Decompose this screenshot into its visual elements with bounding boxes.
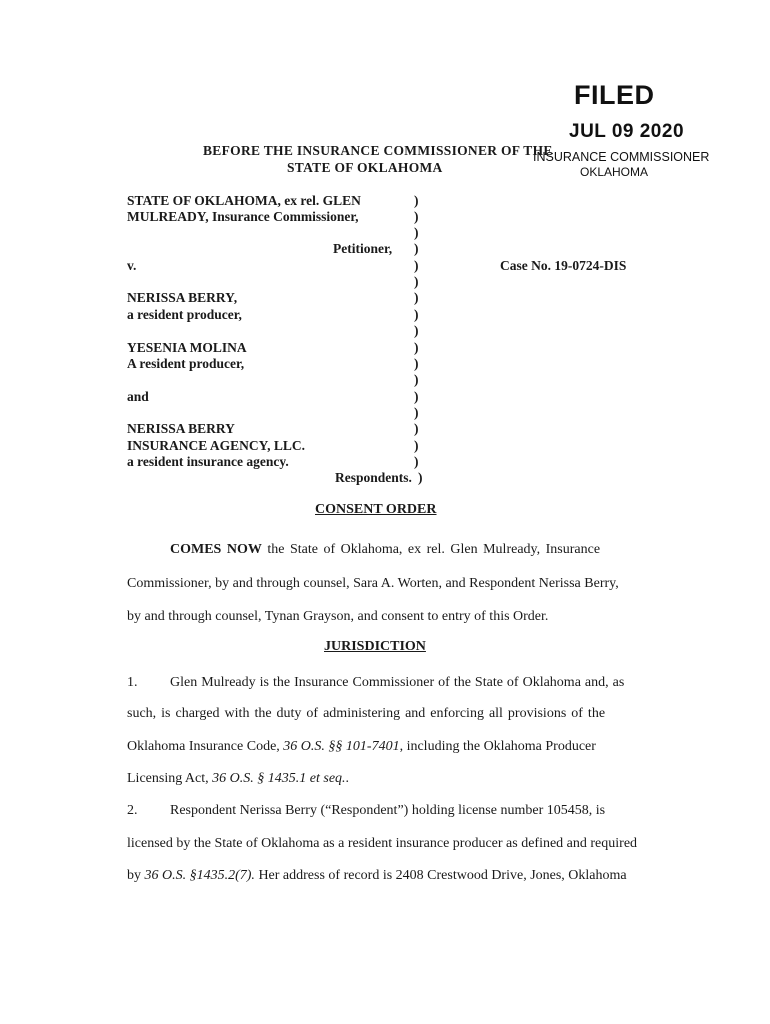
document-title: CONSENT ORDER	[315, 502, 437, 517]
caption-paren: )	[414, 356, 419, 371]
para-1-line-3-a: Oklahoma Insurance Code,	[127, 739, 284, 754]
citation-licensing-act: 36 O.S. § 1435.1 et seq.	[212, 771, 346, 786]
intro-line-3: by and through counsel, Tynan Grayson, and consent to entry of this Order.	[127, 609, 549, 624]
para-1-line-2: such, is charged with the duty of administering and enforcing all provisions of the	[127, 706, 606, 721]
caption-paren: )	[414, 454, 419, 469]
versus: v.	[127, 258, 137, 273]
header-line-2: STATE OF OKLAHOMA	[287, 160, 443, 175]
stamp-state: OKLAHOMA	[580, 165, 649, 179]
plaintiff-line-1: STATE OF OKLAHOMA, ex rel. GLEN	[127, 193, 361, 208]
para-2-line-3	[127, 868, 627, 884]
para-1-line-4-a: Licensing Act,	[127, 771, 213, 786]
caption-paren: )	[414, 372, 419, 387]
caption-paren: )	[414, 340, 419, 355]
petitioner-label: Petitioner,	[333, 241, 393, 256]
stamp-agency: INSURANCE COMMISSIONER	[533, 150, 710, 164]
jurisdiction-heading: JURISDICTION	[324, 639, 426, 654]
citation-insurance-code: 36 O.S. §§ 101-7401	[283, 739, 400, 754]
respondent-2-desc: A resident producer,	[127, 356, 245, 371]
para-1-line-4-b: .	[345, 771, 350, 786]
caption-paren: )	[414, 307, 419, 322]
caption-paren: )	[414, 225, 419, 240]
caption-paren: )	[414, 438, 419, 453]
plaintiff-line-2: MULREADY, Insurance Commissioner,	[127, 209, 359, 224]
caption-paren: )	[414, 209, 419, 224]
caption-paren: )	[414, 274, 419, 289]
caption-paren: )	[414, 389, 419, 404]
caption-paren: )	[414, 421, 419, 436]
filed-date: JUL 09 2020	[569, 121, 685, 142]
intro-line-2: Commissioner, by and through counsel, Sara A. Worten, and Respondent Nerissa Berry,	[127, 576, 619, 591]
para-2-line-3-b: Her address of record is 2408 Crestwood Drive, Jones, Oklahoma	[254, 868, 627, 883]
caption-paren: )	[414, 193, 419, 208]
respondents-label: Respondents.	[335, 470, 412, 485]
caption-paren: )	[418, 470, 423, 485]
and-connector: and	[127, 389, 149, 404]
para-2-line-2: licensed by the State of Oklahoma as a resident insurance producer as defined and required	[127, 836, 638, 851]
para-2-number: 2.	[127, 803, 138, 818]
para-2-line-3-a: by	[127, 868, 145, 883]
respondent-1-name: NERISSA BERRY,	[127, 290, 238, 305]
filed-stamp: FILED	[574, 80, 655, 110]
caption-paren: )	[414, 290, 419, 305]
respondent-2-name: YESENIA MOLINA	[127, 340, 247, 355]
respondent-3-name-1: NERISSA BERRY	[127, 421, 235, 436]
case-number: Case No. 19-0724-DIS	[500, 258, 627, 273]
citation-definition: 36 O.S. §1435.2(7).	[144, 868, 255, 883]
caption-paren: )	[414, 258, 419, 273]
caption-paren: )	[414, 241, 419, 256]
para-1-line-4	[127, 771, 349, 787]
intro-line-1-text: the State of Oklahoma, ex rel. Glen Mulready, Insurance	[267, 542, 601, 557]
para-1-line-3	[127, 739, 596, 755]
para-2-line-1: Respondent Nerissa Berry (“Respondent”) holding license number 105458, is	[170, 803, 606, 818]
intro-line-1: COMES NOW the State of Oklahoma, ex rel. Glen Mulready, Insurance	[170, 542, 601, 557]
header-line-1: BEFORE THE INSURANCE COMMISSIONER OF THE	[203, 143, 553, 158]
para-1-line-3-b: , including the Oklahoma Producer	[399, 739, 596, 754]
para-1-number: 1.	[127, 675, 138, 690]
para-1-line-1: Glen Mulready is the Insurance Commissioner of the State of Oklahoma and, as	[170, 675, 625, 690]
caption-paren: )	[414, 323, 419, 338]
caption-paren: )	[414, 405, 419, 420]
respondent-3-name-2: INSURANCE AGENCY, LLC.	[127, 438, 306, 453]
respondent-1-desc: a resident producer,	[127, 307, 242, 322]
respondent-3-desc: a resident insurance agency.	[127, 454, 289, 469]
